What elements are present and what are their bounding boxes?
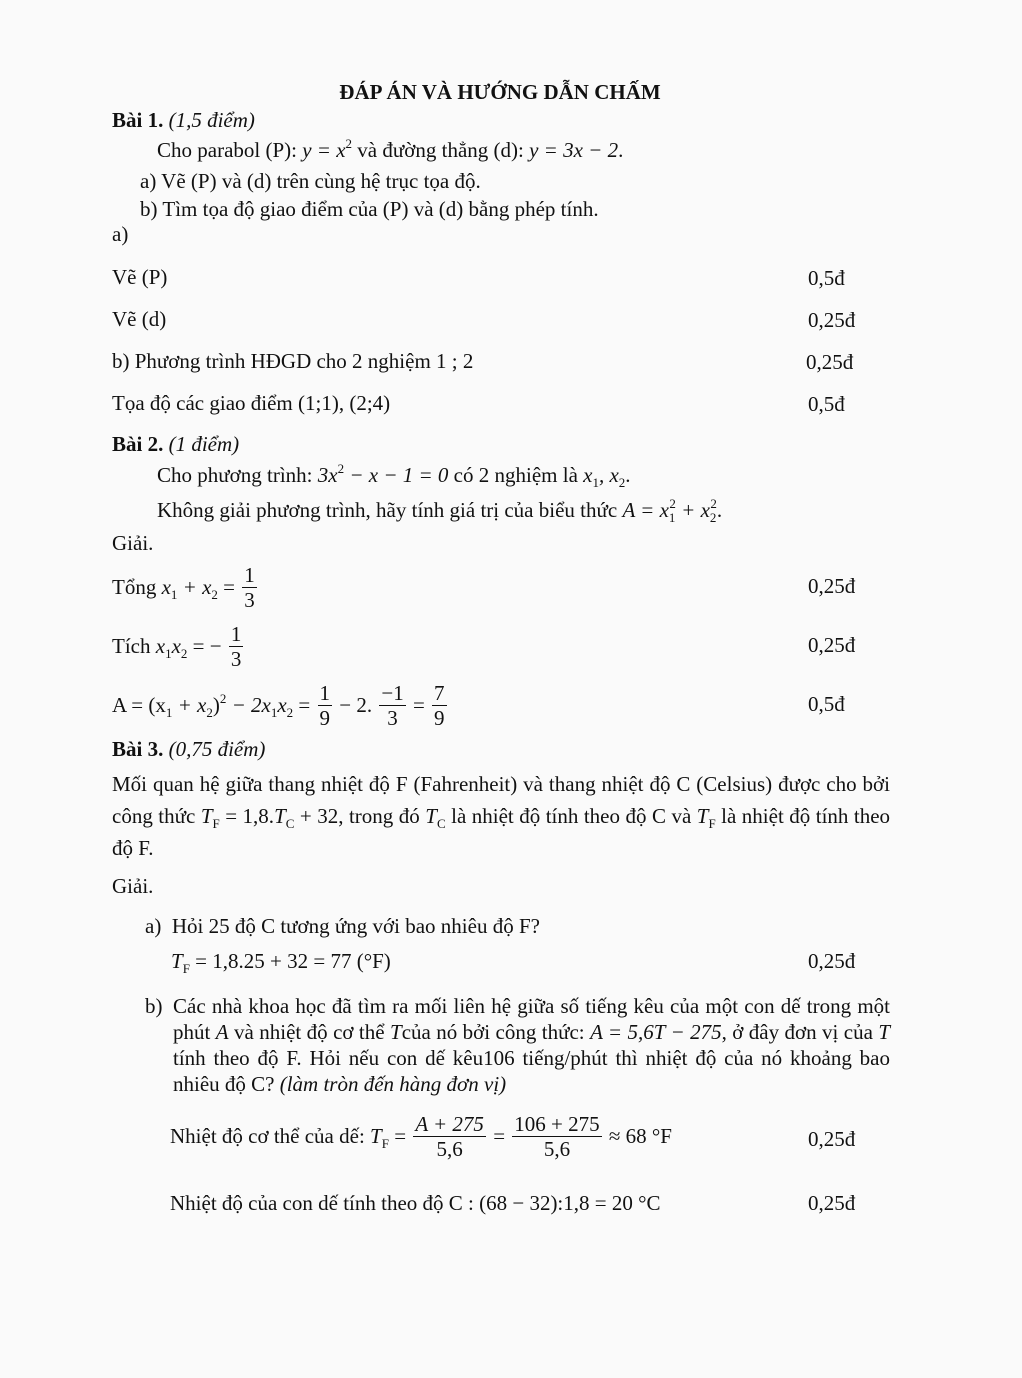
bai3-answer-b1: Nhiệt độ cơ thể của dế: $T_F$ = $\frac{A + 275}{5,6}$ = $\frac{106 + 275}{5,6}$ ≈ 68 °F — [170, 1112, 672, 1162]
fraction: $\frac{7}{9}$ — [434, 681, 445, 731]
fraction: $\frac{1}{9}$ — [319, 681, 331, 731]
bai2-solution-label: Giải. — [112, 531, 154, 555]
bai2-product-row: Tích $x_1x_2$ = − $\frac{1}{3}$ — [112, 622, 242, 672]
bai2-heading: Bài 2. (1 điểm) — [112, 432, 240, 456]
bai1-heading: Bài 1. (1,5 điểm) — [112, 108, 255, 132]
bai1-intro: Cho parabol (P): $y = x^2$ và đường thẳng (d): y = 3x − 2. — [157, 136, 624, 162]
bai2-line2: Không giải phương trình, hãy tính giá trị của biểu thức $A = x_1^2 + x_2^2$. — [157, 496, 723, 525]
bai1-row-text: b) Phương trình HĐGD cho 2 nghiệm 1 ; 2 — [112, 349, 474, 373]
bai1-row-score: 0,5đ — [808, 392, 845, 416]
bai3-answer-b1-score: 0,25đ — [808, 1127, 856, 1151]
bai1-row-text: Tọa độ các giao điểm (1;1), (2;4) — [112, 391, 391, 415]
bai3-solution-label: Giải. — [112, 874, 154, 898]
bai1-answer-label: a) — [112, 222, 129, 246]
bai2-line1: Cho phương trình: $3x^2 - x - 1 = 0$ có 2 nghiệm là $x_1$, $x_2$. — [157, 461, 631, 490]
bai1-row-score: 0,25đ — [808, 308, 856, 332]
fraction: $\frac{106 + 275}{5,6}$ — [514, 1112, 600, 1162]
bai3-question-a: a) Hỏi 25 độ C tương ứng với bao nhiêu độ F? — [145, 914, 540, 938]
bai1-question-b: b) Tìm tọa độ giao điểm của (P) và (d) bằng phép tính. — [140, 197, 599, 221]
bai3-answer-a: $T_F = 1,8.25 + 32 = 77$ (°F) — [171, 949, 391, 976]
bai2-result-row: $A = (x_1 + x_2)^2 - 2x_1x_2$ = $\frac{1}{9}$ − 2. $\frac{-1}{3}$ = $\frac{7}{9}$ — [112, 681, 445, 731]
bai3-question-b: b) Các nhà khoa học đã tìm ra mối liên hệ giữa số tiếng kêu của một con dế trong một phút A và nhiệt độ cơ thể Tcủa nó bởi công thức: A = 5,6T − 275, ở đây đơn vị của T tính theo độ F. Hỏi nếu con dế kêu106 tiếng/phút thì nhiệt độ của nó khoảng bao nhiêu độ C? (làm tròn đến hàng đơn vị) — [145, 994, 891, 1096]
bai3-answer-a-score: 0,25đ — [808, 949, 856, 973]
bai1-row-score: 0,5đ — [808, 266, 845, 290]
bai3-answer-b2-score: 0,25đ — [808, 1191, 856, 1215]
bai3-intro-paragraph: Mối quan hệ giữa thang nhiệt độ F (Fahrenheit) và thang nhiệt độ C (Celsius) được cho bởi công thức $T_F = 1,8.T_C + 32$, trong đó $T_C$ là nhiệt độ tính theo độ C và $T_F$ là nhiệt độ tính theo độ F. — [112, 772, 891, 860]
fraction: $\frac{A + 275}{5,6}$ — [415, 1112, 484, 1162]
fraction: $\frac{1}{3}$ — [230, 622, 242, 672]
bai1-row-text: Vẽ (P) — [112, 265, 168, 289]
bai3-answer-b2: Nhiệt độ của con dế tính theo độ C : (68 − 32):1,8 = 20 °C — [170, 1191, 661, 1215]
fraction: $\frac{1}{3}$ — [244, 563, 255, 613]
bai2-product-score: 0,25đ — [808, 633, 856, 657]
bai3-heading: Bài 3. (0,75 điểm) — [112, 737, 266, 761]
bai2-result-score: 0,5đ — [808, 692, 845, 716]
document-title: ĐÁP ÁN VÀ HƯỚNG DẪN CHẤM — [339, 80, 661, 104]
bai2-sum-row: Tổng $x_1 + x_2$ = $\frac{1}{3}$ — [112, 563, 255, 613]
bai1-question-a: a) Vẽ (P) và (d) trên cùng hệ trục tọa độ. — [140, 169, 481, 193]
bai1-row-score: 0,25đ — [806, 350, 854, 374]
bai1-row-text: Vẽ (d) — [112, 307, 167, 331]
fraction: $\frac{-1}{3}$ — [381, 681, 404, 731]
bai2-sum-score: 0,25đ — [808, 574, 856, 598]
